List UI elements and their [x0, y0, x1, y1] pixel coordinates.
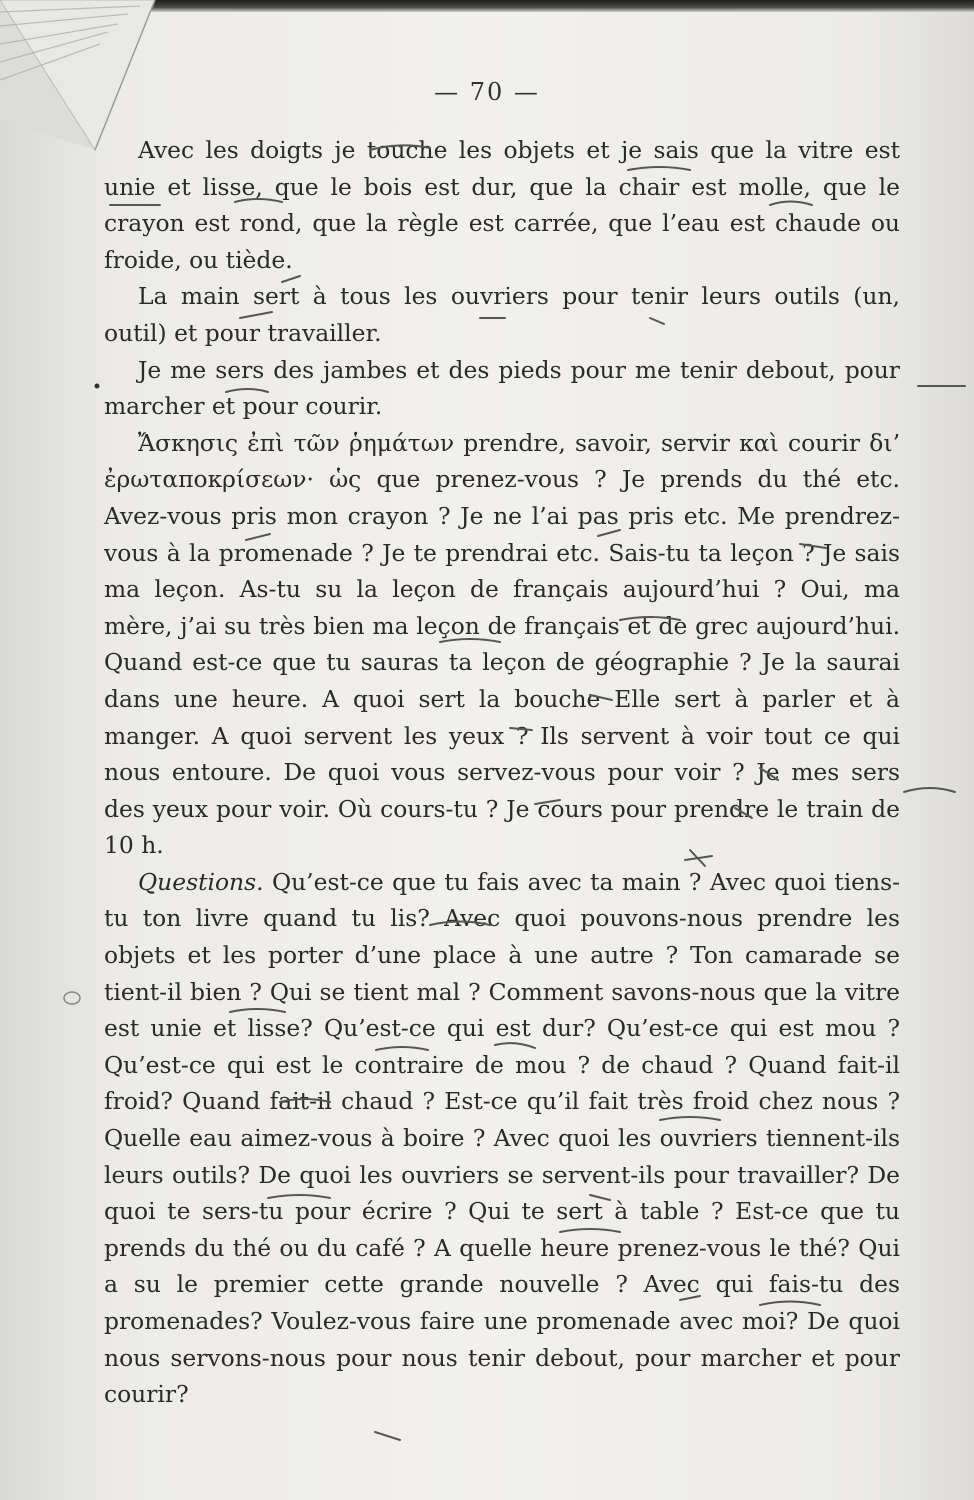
paragraph-exercise: Ἄσκησις ἐπὶ τῶν ῥημάτων prendre, savoir, servir καὶ courir δι’ ἐρωταποκρίσεων· ὡς que prenez-vous ? Je prends du thé etc. Avez-vous pris mon crayon ? Je ne l’ai pas pris etc. Me prendrez-vous à la promenade ? Je te prendrai etc. Sais-tu ta leçon ? Je sais ma leçon. As-tu su la leçon de français aujourd’hui ? Oui, ma mère, j’ai su très bien ma leçon de français et de grec aujourd’hui. Quand est-ce que tu sauras ta leçon de géographie ? Je la saurai dans une heure. A quoi sert la bouche Elle sert à parler et à manger. A quoi servent les yeux ? Ils servent à voir tout ce qui nous entoure. De quoi vous servez-vous pour voir ? Je mes sers des yeux pour voir. Où cours-tu ? Je cours pour prendre le train de 10 h.	[104, 428, 900, 860]
paragraph-touch: Avec les doigts je touche les objets et je sais que la vitre est unie et lisse, que le bois est dur, que la chair est molle, que le crayon est rond, que la règle est carrée, que l’eau est chaude ou froide, ou tiède.	[104, 136, 900, 274]
page-number: — 70 —	[434, 78, 540, 106]
questions-text: Qu’est-ce que tu fais avec ta main ? Avec quoi tiens-tu ton livre quand tu lis? Avec quoi pouvons-nous prendre les objets et les porter d’une place à une autre ? Ton camarade se tient-il bien ? Qui se tient mal ? Comment savons-nous que la vitre est unie et lisse? Qu’est-ce qui est dur? Qu’est-ce qui est mou ? Qu’est-ce qui est le contraire de mou ? de chaud ? Quand fait-il froid? Quand fait-il chaud ? Est-ce qu’il fait très froid chez nous ? Quelle eau aimez-vous à boire ? Avec quoi les ouvriers tiennent-ils leurs outils? De quoi les ouvriers se servent-ils pour travailler? De quoi te sers-tu pour écrire ? Qui te sert à table ? Est-ce que tu prends du thé ou du café ? A quelle heure prenez-vous le thé? Qui a su le premier cette grande nouvelle ? Avec qui fais-tu des promenades? Voulez-vous faire une promenade avec moi? De quoi nous servons-nous pour nous tenir debout, pour marcher et pour courir?	[104, 867, 900, 1409]
paragraph-hand: La main sert à tous les ouvriers pour tenir leurs outils (un, outil) et pour travailler.	[104, 282, 900, 347]
margin-circle-mark	[64, 992, 80, 1004]
paragraph-questions	[104, 864, 900, 1413]
page-text	[104, 132, 900, 1413]
questions-label: Questions.	[138, 867, 264, 896]
paragraph-legs: Je me sers des jambes et des pieds pour me tenir debout, pour marcher et pour courir.	[104, 355, 900, 421]
